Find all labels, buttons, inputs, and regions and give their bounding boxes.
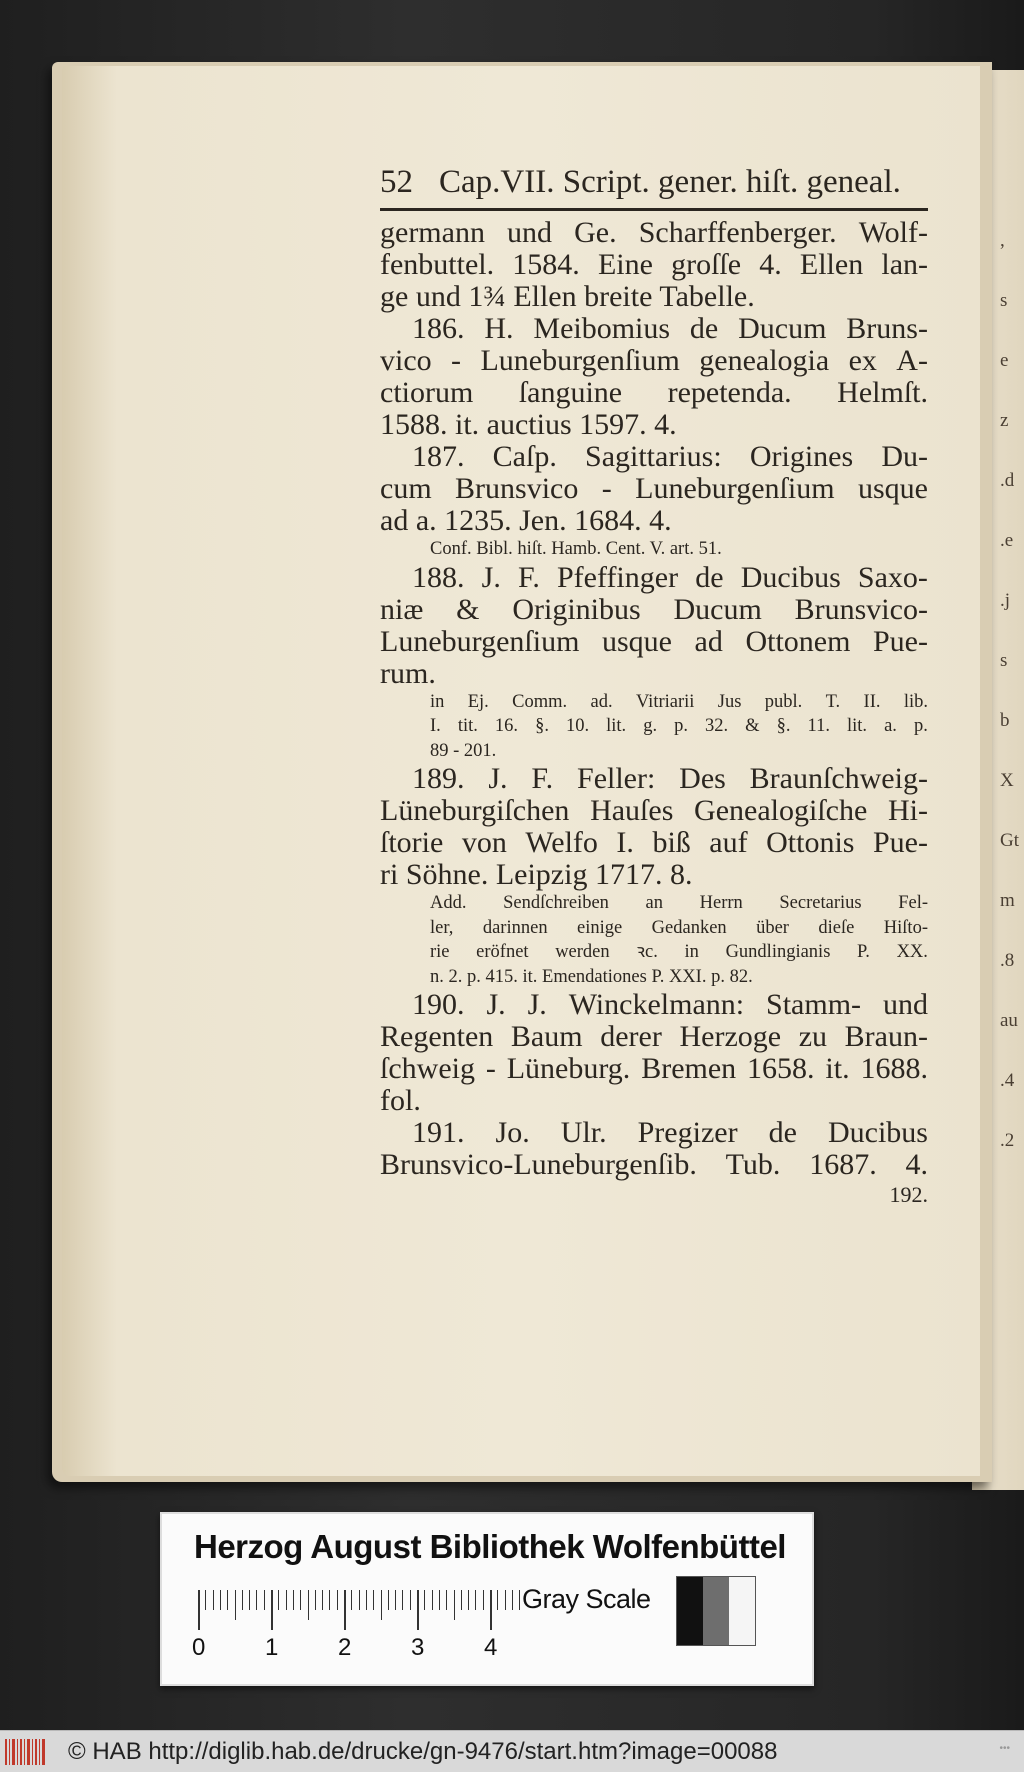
word: Hi- bbox=[887, 794, 928, 827]
word: de bbox=[695, 560, 724, 594]
ruler-number: 4 bbox=[484, 1634, 498, 1661]
footer-dots: ••• bbox=[999, 1743, 1010, 1754]
word: Welfo bbox=[525, 826, 598, 859]
word: lan- bbox=[881, 248, 928, 281]
facing-page-fragment: e bbox=[1000, 350, 1009, 371]
ruler-tick bbox=[454, 1590, 455, 1620]
line-text: ge und 1¾ Ellen breite Tabelle. bbox=[380, 280, 755, 313]
word: Feller: bbox=[577, 762, 656, 795]
word: Herzoge bbox=[679, 1020, 782, 1053]
line-text: Conf. Bibl. hiſt. Hamb. Cent. V. art. 51. bbox=[430, 539, 722, 559]
ruler-tick bbox=[351, 1590, 352, 1610]
text-line bbox=[380, 827, 928, 859]
word: tit. bbox=[457, 716, 478, 736]
word: lit. bbox=[606, 716, 627, 736]
text-line bbox=[380, 1053, 928, 1085]
word: 188. bbox=[412, 560, 465, 594]
word: Stamm- bbox=[766, 988, 862, 1021]
word: Brunsvico bbox=[455, 472, 579, 505]
word: 191. bbox=[412, 1116, 465, 1149]
text-line bbox=[380, 1021, 928, 1053]
word: it. bbox=[825, 1052, 850, 1085]
ruler-tick bbox=[402, 1590, 403, 1610]
word: Gedanken bbox=[651, 917, 727, 938]
text-line bbox=[380, 1117, 928, 1149]
word: 11. bbox=[807, 716, 830, 736]
word: Origines bbox=[749, 440, 854, 473]
word: germann bbox=[380, 216, 485, 249]
word: genealogia bbox=[699, 344, 830, 377]
word: Brunsvico-Luneburgenſib. bbox=[380, 1148, 697, 1181]
ruler-tick bbox=[410, 1590, 411, 1610]
word: §. bbox=[776, 716, 791, 736]
word: über bbox=[756, 917, 789, 938]
word: J. bbox=[488, 762, 508, 795]
ruler-tick bbox=[490, 1590, 492, 1630]
word: usque bbox=[857, 472, 928, 505]
word: T. bbox=[825, 691, 841, 712]
note-line bbox=[380, 739, 928, 764]
note-line bbox=[380, 940, 928, 965]
line-text: n. 2. p. 415. it. Emendationes P. XXI. p. 82. bbox=[430, 966, 753, 987]
footer-bar bbox=[0, 1730, 1024, 1772]
word: 4. bbox=[759, 248, 782, 281]
note-line bbox=[380, 714, 928, 739]
word: Hiſto- bbox=[883, 917, 928, 938]
ruler-tick bbox=[497, 1590, 498, 1610]
ruler-tick bbox=[395, 1590, 396, 1610]
word: p. bbox=[674, 716, 688, 736]
facing-page-fragment: X bbox=[1000, 770, 1014, 791]
word: einige bbox=[577, 917, 623, 938]
text-line bbox=[380, 313, 928, 345]
barcode-icon bbox=[4, 1737, 48, 1767]
ruler-tick bbox=[337, 1590, 338, 1610]
word: Herrn bbox=[699, 893, 743, 913]
ruler-tick bbox=[424, 1590, 425, 1610]
note-line bbox=[380, 537, 928, 562]
word: ad. bbox=[590, 691, 613, 712]
word: Tub. bbox=[725, 1148, 781, 1181]
text-line bbox=[380, 562, 928, 594]
ruler-tick bbox=[505, 1590, 506, 1610]
word: ad bbox=[694, 624, 723, 658]
line-text: 1588. it. auctius 1597. 4. bbox=[380, 408, 677, 441]
ruler-number: 0 bbox=[192, 1634, 206, 1661]
word: ler, bbox=[430, 917, 454, 938]
word: Eine bbox=[597, 248, 653, 281]
text-line bbox=[380, 217, 928, 249]
word: Comm. bbox=[512, 691, 568, 712]
text-line bbox=[380, 1085, 928, 1117]
word: Luneburgenſium bbox=[380, 624, 580, 658]
ruler-tick bbox=[366, 1590, 367, 1610]
word: ꝛc. bbox=[636, 942, 658, 962]
ruler-tick bbox=[359, 1590, 360, 1610]
word: Meibomius bbox=[533, 312, 671, 345]
word: 1688. bbox=[860, 1052, 928, 1085]
word: Jus bbox=[717, 691, 742, 712]
word: Wolf- bbox=[858, 216, 928, 249]
facing-page-fragment: , bbox=[1000, 230, 1005, 251]
word: Baum bbox=[510, 1020, 583, 1053]
ruler-tick bbox=[381, 1590, 382, 1620]
text-line bbox=[380, 1149, 928, 1181]
word: fenbuttel. bbox=[380, 248, 495, 281]
word: p. bbox=[913, 716, 928, 736]
word: J. bbox=[486, 988, 506, 1021]
ruler-tick bbox=[475, 1590, 476, 1610]
gray-scale-swatch bbox=[676, 1576, 756, 1646]
facing-page-fragment: z bbox=[1000, 410, 1009, 431]
color-calibration-card bbox=[160, 1512, 814, 1686]
text-line bbox=[380, 281, 928, 313]
facing-page-fragment: .8 bbox=[1000, 950, 1015, 971]
word: dieſe bbox=[818, 917, 855, 938]
ruler-tick bbox=[461, 1590, 462, 1610]
ruler-tick bbox=[512, 1590, 513, 1610]
ruler-tick bbox=[300, 1590, 301, 1610]
word: Braunſchweig- bbox=[749, 762, 928, 795]
word: Lüneburgiſchen bbox=[380, 794, 570, 827]
ruler-tick bbox=[373, 1590, 374, 1610]
word: 187. bbox=[412, 440, 465, 473]
text-line bbox=[380, 658, 928, 690]
word: a. bbox=[884, 716, 897, 736]
word: & bbox=[745, 716, 760, 736]
word: Fel- bbox=[898, 893, 928, 913]
ruler-number: 3 bbox=[411, 1634, 425, 1661]
word: von bbox=[461, 826, 507, 859]
word: Ulr. bbox=[560, 1116, 607, 1149]
ruler-tick bbox=[483, 1590, 484, 1610]
word: 190. bbox=[412, 988, 465, 1021]
ruler-tick bbox=[417, 1590, 419, 1630]
word: & bbox=[456, 592, 480, 626]
word: Originibus bbox=[512, 592, 641, 626]
facing-page-fragment: .d bbox=[1000, 470, 1015, 491]
word: ſchweig bbox=[380, 1052, 475, 1085]
facing-page-fragment: .j bbox=[1000, 590, 1011, 611]
word: Jo. bbox=[495, 1116, 530, 1149]
word: 1658. bbox=[747, 1052, 815, 1085]
text-line bbox=[380, 505, 928, 537]
word: Des bbox=[679, 762, 726, 795]
word: Luneburgenſium bbox=[480, 344, 680, 377]
ruler-tick bbox=[271, 1590, 273, 1630]
ruler-tick bbox=[242, 1590, 243, 1610]
word: publ. bbox=[764, 691, 803, 712]
word: XX. bbox=[896, 942, 928, 962]
word: Scharffenberger. bbox=[638, 216, 837, 249]
page-number: 52 bbox=[380, 164, 413, 200]
note-line bbox=[380, 690, 928, 715]
ruler-tick bbox=[227, 1590, 228, 1610]
word: Saxo- bbox=[857, 560, 928, 594]
ruler-tick bbox=[264, 1590, 265, 1610]
ruler-number: 2 bbox=[338, 1634, 352, 1661]
word: Braun- bbox=[844, 1020, 928, 1053]
ruler-tick bbox=[256, 1590, 257, 1610]
ruler-tick bbox=[198, 1590, 200, 1630]
word: in bbox=[684, 942, 699, 962]
word: Vitriarii bbox=[635, 691, 695, 712]
word: II. bbox=[863, 691, 881, 712]
ruler-tick bbox=[293, 1590, 294, 1610]
word: de bbox=[768, 1116, 797, 1149]
word: Brunsvico- bbox=[794, 592, 928, 626]
word: Ducum bbox=[738, 312, 827, 345]
gray-scale-label: Gray Scale bbox=[522, 1584, 651, 1614]
word: F. bbox=[531, 762, 554, 795]
word: darinnen bbox=[482, 917, 548, 938]
ruler-tick bbox=[329, 1590, 330, 1610]
text-line bbox=[380, 377, 928, 409]
facing-page-fragment: m bbox=[1000, 890, 1015, 911]
word: Luneburgenſium bbox=[635, 472, 835, 505]
word: Add. bbox=[430, 893, 467, 913]
word: vico bbox=[380, 344, 432, 377]
word: I. bbox=[616, 826, 634, 859]
gray-swatch-cell bbox=[729, 1577, 755, 1645]
text-line bbox=[380, 249, 928, 281]
word: 16. bbox=[494, 716, 519, 736]
gray-swatch-cell bbox=[703, 1577, 729, 1645]
gray-swatch-cell bbox=[677, 1577, 703, 1645]
word: in bbox=[430, 691, 445, 712]
word: 4. bbox=[905, 1148, 928, 1181]
word: Pregizer bbox=[637, 1116, 738, 1149]
ruler-tick bbox=[388, 1590, 389, 1610]
word: rie bbox=[430, 942, 450, 962]
ruler-tick bbox=[308, 1590, 309, 1620]
word: Bremen bbox=[641, 1052, 737, 1085]
facing-page-fragment: b bbox=[1000, 710, 1010, 731]
text-line bbox=[380, 763, 928, 795]
word: Bruns- bbox=[846, 312, 928, 345]
facing-page-fragment: .2 bbox=[1000, 1130, 1015, 1151]
text-line bbox=[380, 345, 928, 377]
ruler-tick bbox=[278, 1590, 279, 1610]
word: groſſe bbox=[671, 248, 742, 281]
word: Winckelmann: bbox=[568, 988, 745, 1021]
word: Gundlingianis bbox=[725, 942, 831, 962]
word: - bbox=[451, 344, 462, 377]
facing-page-fragment: s bbox=[1000, 290, 1008, 311]
word: Ge. bbox=[574, 216, 617, 249]
ruler-tick bbox=[213, 1590, 214, 1610]
word: auf bbox=[709, 826, 748, 859]
word: Ottonis bbox=[766, 826, 855, 859]
word: I. bbox=[430, 716, 441, 736]
word: Ducibus bbox=[740, 560, 841, 594]
word: H. bbox=[484, 312, 514, 345]
line-text: rum. bbox=[380, 656, 436, 690]
ruler-tick bbox=[205, 1590, 206, 1610]
running-head-title: Cap.VII. Script. gener. hiſt. geneal. bbox=[439, 164, 901, 200]
line-text: ri Söhne. Leipzig 1717. 8. bbox=[380, 858, 693, 891]
text-line bbox=[380, 441, 928, 473]
word: g. bbox=[643, 716, 658, 736]
word: Ottonem bbox=[745, 624, 851, 658]
word: eröfnet bbox=[476, 942, 529, 962]
word: 10. bbox=[565, 716, 590, 736]
note-line bbox=[380, 916, 928, 941]
text-line bbox=[380, 409, 928, 441]
word: Helmſt. bbox=[837, 376, 928, 409]
word: Secretarius bbox=[779, 893, 862, 913]
word: usque bbox=[601, 624, 672, 658]
word: §. bbox=[535, 716, 549, 736]
line-text: 89 - 201. bbox=[430, 740, 497, 761]
word: biß bbox=[652, 826, 691, 859]
ruler-tick bbox=[220, 1590, 221, 1610]
word: lit. bbox=[846, 716, 868, 736]
line-text: fol. bbox=[380, 1084, 421, 1117]
facing-page-fragment: s bbox=[1000, 650, 1008, 671]
word: Pue- bbox=[873, 826, 928, 859]
note-line bbox=[380, 891, 928, 916]
word: an bbox=[645, 893, 664, 913]
word: und bbox=[507, 216, 553, 249]
ruler-tick bbox=[286, 1590, 287, 1610]
word: lib. bbox=[903, 691, 928, 712]
text-line bbox=[380, 594, 928, 626]
running-head bbox=[380, 162, 928, 211]
word: Pue- bbox=[873, 624, 928, 658]
catchword: 192. bbox=[889, 1182, 928, 1207]
ruler-tick bbox=[439, 1590, 440, 1610]
word: 32. bbox=[705, 716, 729, 736]
ruler-tick bbox=[344, 1590, 346, 1630]
word: J. bbox=[481, 560, 501, 594]
word: de bbox=[689, 312, 719, 345]
word: 1584. bbox=[512, 248, 580, 281]
text-lines bbox=[380, 217, 928, 1181]
facing-page-fragment: .e bbox=[1000, 530, 1014, 551]
card-title: Herzog August Bibliothek Wolfenbüttel bbox=[194, 1528, 786, 1565]
text-line bbox=[380, 626, 928, 658]
facing-page-fragment: .4 bbox=[1000, 1070, 1015, 1091]
word: F. bbox=[518, 560, 540, 594]
text-line bbox=[380, 859, 928, 891]
note-line bbox=[380, 965, 928, 990]
text-line bbox=[380, 795, 928, 827]
word: Ej. bbox=[467, 691, 489, 712]
word: zu bbox=[798, 1020, 828, 1053]
word: Genealogiſche bbox=[694, 794, 868, 827]
word: ctiorum bbox=[380, 376, 474, 409]
word: Du- bbox=[881, 440, 928, 473]
word: 186. bbox=[412, 312, 465, 345]
ruler-tick bbox=[322, 1590, 323, 1610]
word: - bbox=[601, 472, 612, 505]
word: ſtorie bbox=[380, 826, 444, 859]
word: derer bbox=[600, 1020, 662, 1053]
text-line bbox=[380, 473, 928, 505]
word: Ducum bbox=[673, 592, 762, 626]
ruler-tick bbox=[249, 1590, 250, 1610]
ruler-tick bbox=[519, 1590, 520, 1610]
word: 189. bbox=[412, 762, 465, 795]
word: ex bbox=[848, 344, 877, 377]
line-text: ad a. 1235. Jen. 1684. 4. bbox=[380, 504, 672, 537]
word: J. bbox=[527, 988, 547, 1021]
ruler-number: 1 bbox=[265, 1634, 279, 1661]
word: cum bbox=[380, 472, 432, 505]
facing-page-fragment: Gt bbox=[1000, 830, 1019, 851]
word: Regenten bbox=[380, 1020, 494, 1053]
footer-credit: © HAB http://diglib.hab.de/drucke/gn-9476/start.htm?image=00088 bbox=[68, 1737, 778, 1765]
ruler-tick bbox=[468, 1590, 469, 1610]
word: Sagittarius: bbox=[585, 440, 722, 473]
word: ſanguine bbox=[518, 376, 623, 409]
ruler-tick bbox=[432, 1590, 433, 1610]
word: Hauſes bbox=[590, 794, 674, 827]
word: werden bbox=[555, 942, 610, 962]
page-text bbox=[380, 162, 928, 1209]
word: Ducibus bbox=[827, 1116, 928, 1149]
ruler-tick bbox=[315, 1590, 316, 1610]
ruler-tick bbox=[235, 1590, 236, 1620]
ruler-tick bbox=[446, 1590, 447, 1610]
facing-page-fragment: au bbox=[1000, 1010, 1018, 1031]
word: Pfeffinger bbox=[557, 560, 679, 594]
word: A- bbox=[896, 344, 928, 377]
word: niæ bbox=[380, 592, 424, 626]
word: - bbox=[485, 1052, 496, 1085]
word: Ellen bbox=[799, 248, 864, 281]
word: Lüneburg. bbox=[506, 1052, 631, 1085]
word: und bbox=[882, 988, 928, 1021]
word: 1687. bbox=[809, 1148, 877, 1181]
text-line bbox=[380, 989, 928, 1021]
word: Sendſchreiben bbox=[503, 893, 609, 913]
word: repetenda. bbox=[667, 376, 792, 409]
word: Caſp. bbox=[492, 440, 557, 473]
word: P. bbox=[857, 942, 870, 962]
